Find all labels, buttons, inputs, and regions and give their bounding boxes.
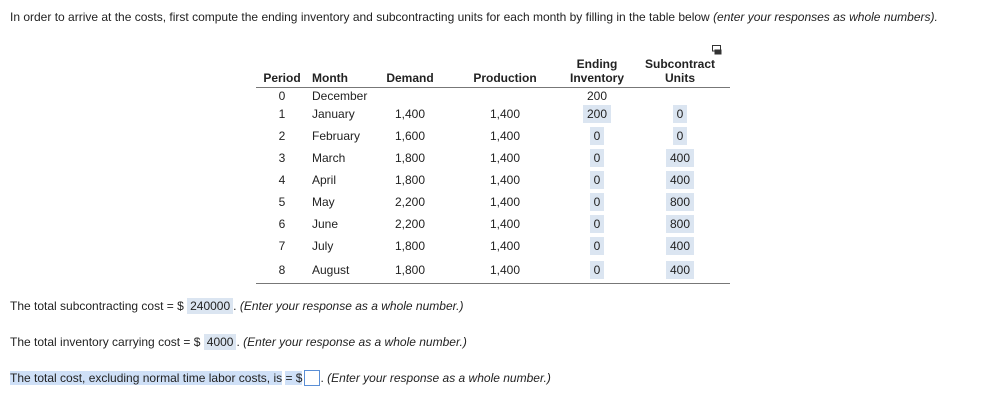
sub-answer[interactable]: 400 (666, 237, 694, 255)
header-ending-line1: Ending (576, 57, 618, 71)
cell-demand: 2,200 (394, 217, 426, 231)
table-row-initial (256, 88, 730, 104)
cell-period: 1 (278, 107, 286, 121)
cell-period: 3 (278, 151, 286, 165)
cell-month: December (312, 89, 368, 103)
cell-ending (564, 191, 630, 213)
ending-answer[interactable]: 0 (590, 261, 605, 279)
table-row (256, 191, 730, 213)
cell-sub (630, 103, 730, 125)
cell-ending (564, 147, 630, 169)
cell-sub (630, 147, 730, 169)
table-row (256, 213, 730, 235)
total-cost-input[interactable] (304, 370, 320, 386)
sub-answer[interactable]: 800 (666, 193, 694, 211)
ending-answer[interactable]: 0 (590, 237, 605, 255)
table-row (256, 125, 730, 147)
cell-sub (630, 213, 730, 235)
cell-period: 7 (278, 239, 286, 253)
table-header-row (256, 57, 730, 88)
cell-production (446, 88, 564, 104)
cell-period: 8 (256, 257, 308, 283)
table-row (256, 147, 730, 169)
cell-period: 2 (278, 129, 286, 143)
ending-answer[interactable]: 0 (590, 193, 605, 211)
total-cost-line: The total cost, excluding normal time labor costs, is = $ . (Enter your response as a whole number.) (10, 371, 551, 385)
cell-production: 1,400 (446, 257, 564, 283)
cell-demand: 1,400 (394, 107, 426, 121)
instructions-italic: (enter your responses as whole numbers). (713, 10, 938, 24)
cell-production: 1,400 (489, 107, 521, 121)
cell-month: May (312, 195, 335, 209)
header-period: Period (256, 57, 308, 88)
cell-month: June (312, 217, 339, 231)
cell-sub (630, 257, 730, 283)
table-row (256, 235, 730, 257)
cell-month: January (312, 107, 355, 121)
header-sub-line2: Units (665, 71, 695, 85)
inventory-cost-label: The total inventory carrying cost = $ (10, 335, 201, 349)
cell-production: 1,400 (489, 195, 521, 209)
header-sub-line1: Subcontract (644, 57, 715, 71)
ending-answer[interactable]: 0 (590, 171, 605, 189)
cell-month: February (312, 129, 361, 143)
cell-period: 4 (278, 173, 286, 187)
subcontract-cost-label: The total subcontracting cost = $ (10, 299, 184, 313)
cell-demand: 1,800 (374, 257, 446, 283)
cell-period: 5 (278, 195, 286, 209)
cell-month: April (312, 173, 337, 187)
cell-production: 1,400 (489, 173, 521, 187)
cell-demand (374, 88, 446, 104)
cell-ending: 200 (586, 89, 608, 103)
table-row (256, 257, 730, 283)
cell-sub (630, 191, 730, 213)
cell-ending (564, 257, 630, 283)
sub-answer[interactable]: 400 (666, 171, 694, 189)
header-ending-inventory (564, 57, 630, 88)
cell-month: March (312, 151, 346, 165)
cell-production: 1,400 (489, 217, 521, 231)
header-production: Production (446, 57, 564, 88)
inventory-cost-line: The total inventory carrying cost = $ 4000 . (Enter your response as a whole number.) (10, 335, 467, 349)
cell-sub (630, 125, 730, 147)
sub-answer[interactable]: 0 (673, 105, 688, 123)
cell-period: 6 (278, 217, 286, 231)
cell-production: 1,400 (489, 129, 521, 143)
cell-production: 1,400 (489, 239, 521, 253)
sub-answer[interactable]: 400 (666, 261, 694, 279)
ending-answer[interactable]: 0 (590, 215, 605, 233)
cell-demand: 1,600 (394, 129, 426, 143)
cell-sub (630, 88, 730, 104)
cell-month: August (308, 257, 374, 283)
cell-ending (564, 169, 630, 191)
cell-ending (564, 125, 630, 147)
copy-icon[interactable] (711, 44, 723, 56)
cell-ending (564, 103, 630, 125)
sub-answer[interactable]: 0 (673, 127, 688, 145)
inventory-cost-answer[interactable]: 4000 (204, 334, 237, 350)
table-row (256, 169, 730, 191)
cell-month: July (312, 239, 334, 253)
total-cost-hint: (Enter your response as a whole number.) (327, 371, 551, 385)
sub-answer[interactable]: 400 (666, 149, 694, 167)
inventory-table (256, 57, 730, 284)
instructions-text: In order to arrive at the costs, first compute the ending inventory and subcontracting units for each month by filling in the table below (10, 10, 714, 24)
subcontract-cost-answer[interactable]: 240000 (187, 298, 233, 314)
cell-period: 0 (278, 89, 286, 103)
subcontract-cost-hint: (Enter your response as a whole number.) (239, 299, 464, 313)
cell-demand: 1,800 (394, 239, 426, 253)
cell-production: 1,400 (489, 151, 521, 165)
total-cost-label: The total cost, excluding normal time labor costs, is (10, 371, 283, 385)
cell-demand: 1,800 (394, 151, 426, 165)
inventory-cost-hint: (Enter your response as a whole number.) (243, 335, 467, 349)
cell-sub (630, 169, 730, 191)
cell-sub (630, 235, 730, 257)
ending-answer[interactable]: 0 (590, 149, 605, 167)
ending-answer[interactable]: 200 (583, 105, 611, 123)
instructions (10, 9, 970, 25)
cell-demand: 1,800 (394, 173, 426, 187)
header-demand: Demand (374, 57, 446, 88)
cell-ending (564, 213, 630, 235)
header-ending-line2: Inventory (569, 71, 624, 85)
cell-ending (564, 235, 630, 257)
ending-answer[interactable]: 0 (590, 127, 605, 145)
header-subcontract-units (630, 57, 730, 88)
cell-demand: 2,200 (394, 195, 426, 209)
table-row (256, 103, 730, 125)
header-month: Month (308, 57, 374, 88)
subcontract-cost-line: The total subcontracting cost = $ 240000 . (Enter your response as a whole number.) (10, 299, 464, 313)
total-cost-equals: = $ (285, 371, 303, 385)
sub-answer[interactable]: 800 (666, 215, 694, 233)
